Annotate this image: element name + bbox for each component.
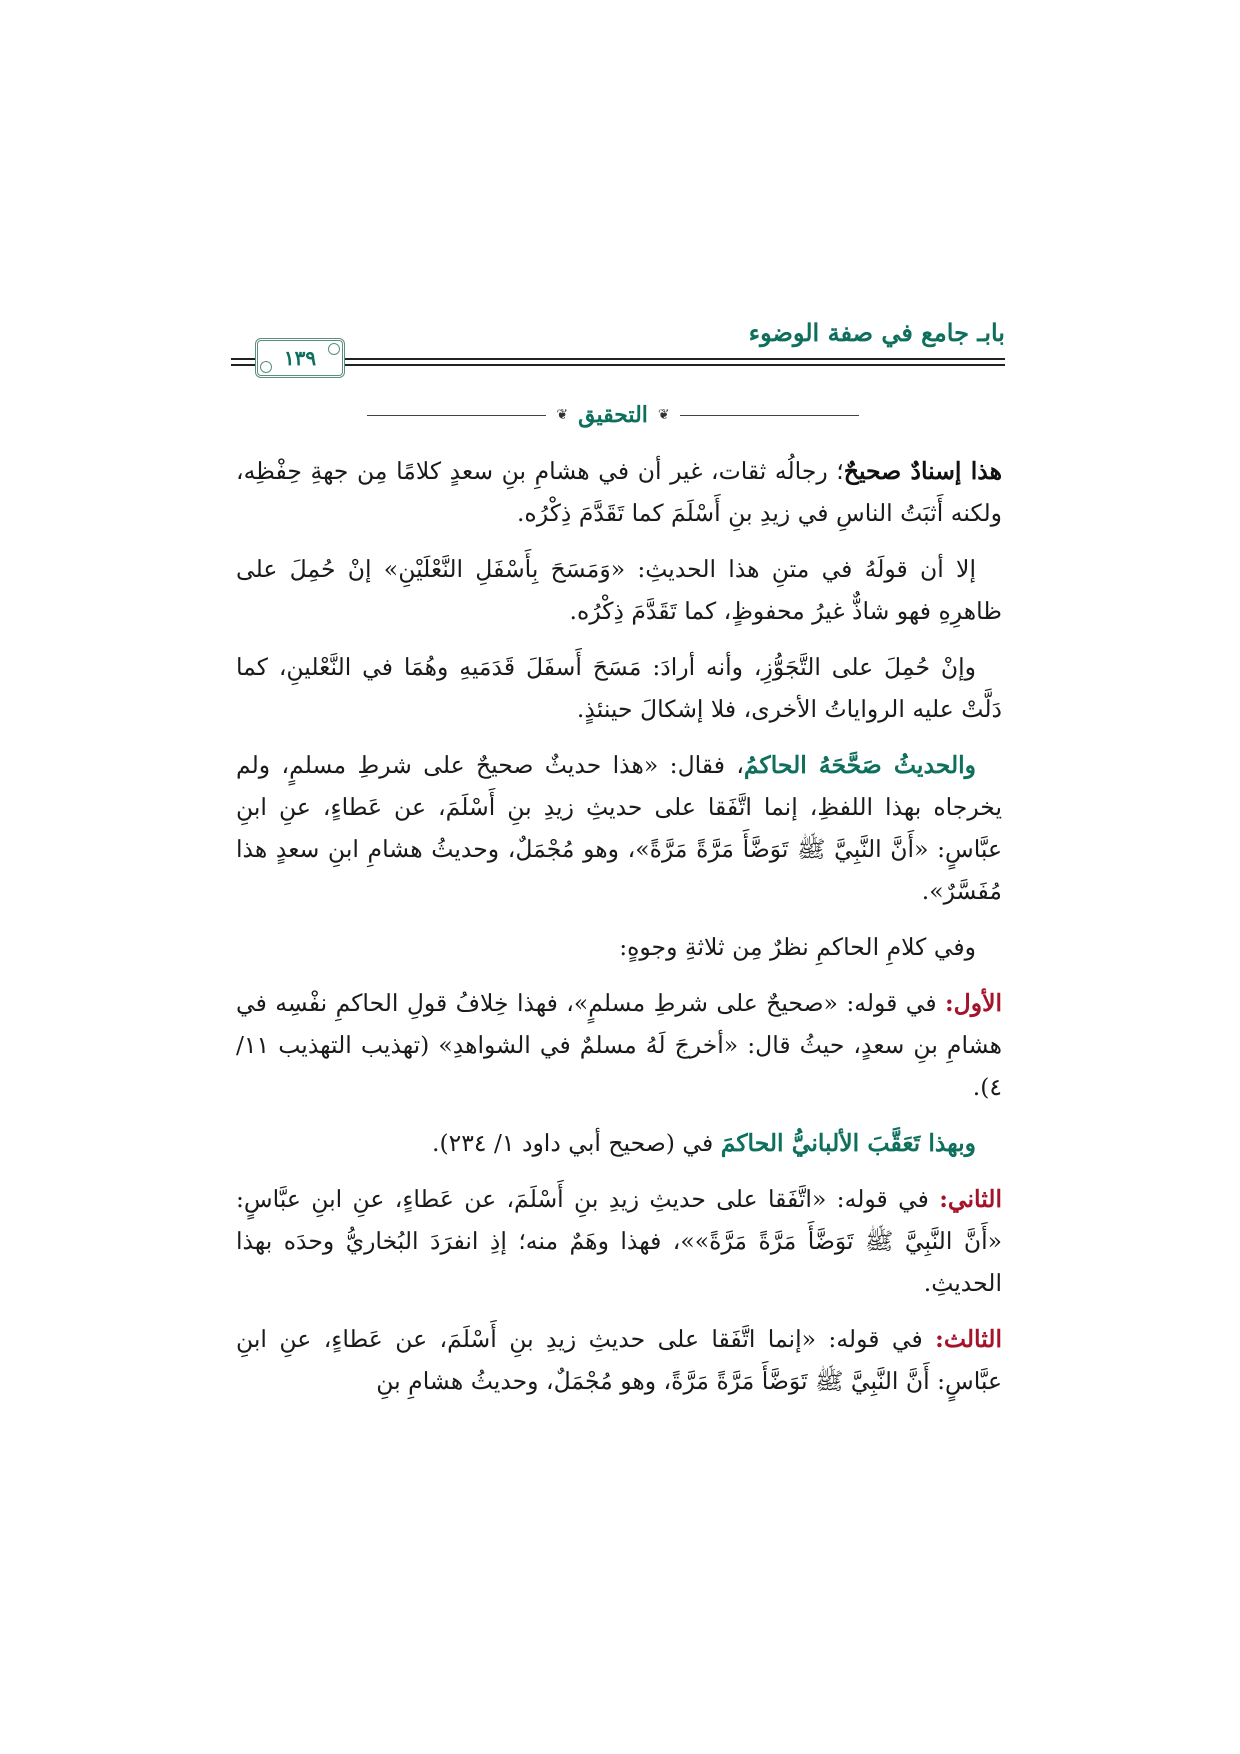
- paragraph-second: [236, 1178, 1002, 1304]
- page-header: [231, 318, 1005, 378]
- paragraph-text: وإنْ حُمِلَ على التَّجَوُّزِ، وأنه أرادَ: مَسَحَ أَسفَلَ قَدَمَيهِ وهُمَا في النَّعْلينِ، كما دَلَّتْ عليه الرواياتُ الأخرى، فلا إشكالَ حينئذٍ.: [236, 653, 1002, 723]
- paragraph-tajawwuz: [236, 646, 1002, 730]
- paragraph-text: في قوله: «إنما اتَّفَقا على حديثِ زيدِ بنِ أَسْلَمَ، عن عَطاءٍ، عنِ ابنِ عبَّاسٍ: أَنَّ النَّبِيَّ ﷺ تَوَضَّأَ مَرَّةً مَرَّةً، وهو مُجْمَلٌ، وحديثُ هشامِ بنِ: [236, 1325, 1002, 1395]
- paragraph-isnad: [236, 450, 1002, 534]
- paragraph-lead: الثالث:: [935, 1325, 1002, 1353]
- paragraph-text: إلا أن قولَهُ في متنِ هذا الحديثِ: «وَمَسَحَ بِأَسْفَلِ النَّعْلَيْنِ» إنْ حُمِلَ على ظاهرِهِ فهو شاذٌّ غيرُ محفوظٍ، كما تَقَدَّمَ ذِكْرُه.: [236, 555, 1002, 625]
- paragraph-first: [236, 982, 1002, 1108]
- paragraph-lead: وبهذا تَعَقَّبَ الألبانيُّ الحاكمَ: [720, 1129, 976, 1157]
- paragraph-albani: [236, 1122, 1002, 1164]
- section-heading: [367, 400, 859, 430]
- paragraph-text: في قوله: «صحيحٌ على شرطِ مسلمٍ»، فهذا خِلافُ قولِ الحاكمِ نفْسِه في هشامِ بنِ سعدٍ، حيثُ قال: «أخرجَ لَهُ مسلمٌ في الشواهدِ» (تهذيب التهذيب ١١/ ٤).: [236, 989, 1002, 1101]
- ornament-line-right: [680, 415, 859, 416]
- paragraph-text: ، فقال: «هذا حديثٌ صحيحٌ على شرطِ مسلمٍ، ولم يخرجاه بهذا اللفظِ، إنما اتَّفَقا على حديثِ زيدِ بنِ أَسْلَمَ، عن عَطاءٍ، عنِ ابنِ عبَّاسٍ: «أَنَّ النَّبِيَّ ﷺ تَوَضَّأَ مَرَّةً مَرَّةً»، وهو مُجْمَلٌ، وحديثُ هشامِ ابنِ سعدٍ هذا مُفَسَّرٌ».: [236, 751, 1002, 905]
- paragraph-hakim: [236, 744, 1002, 912]
- header-divider-line-top: [231, 358, 1005, 360]
- paragraph-lead: هذا إسنادٌ صحيحٌ: [843, 457, 1002, 485]
- paragraph-text: وفي كلامِ الحاكمِ نظرٌ مِن ثلاثةِ وجوهٍ:: [619, 933, 976, 961]
- paragraph-lead: الأول:: [944, 989, 1002, 1017]
- chapter-title: بابـ جامع في صفة الوضوء: [748, 318, 1005, 347]
- paragraph-lead: الثاني:: [939, 1185, 1002, 1213]
- paragraph-matn: [236, 548, 1002, 632]
- header-divider-line-bottom: [231, 364, 1005, 366]
- section-heading-text: التحقيق: [578, 402, 648, 428]
- paragraph-wujuh: [236, 926, 1002, 968]
- page-body: [236, 450, 1002, 1416]
- page-number-badge: [255, 338, 345, 378]
- paragraph-text: ؛ رجالُه ثقات، غير أن في هشامِ بنِ سعدٍ كلامًا مِن جهةِ حِفْظِه، ولكنه أَثبَتُ الناسِ في زيدِ بنِ أَسْلَمَ كما تَقَدَّمَ ذِكْرُه.: [236, 457, 1002, 527]
- paragraph-text: في قوله: «اتَّفَقا على حديثِ زيدِ بنِ أَسْلَمَ، عن عَطاءٍ، عنِ ابنِ عبَّاسٍ: «أَنَّ النَّبِيَّ ﷺ تَوَضَّأَ مَرَّةً مَرَّةً»»، فهذا وهَمٌ منه؛ إذِ انفرَدَ البُخاريُّ وحدَه بهذا الحديثِ.: [236, 1185, 1002, 1297]
- page-number: ١٣٩: [283, 346, 317, 370]
- paragraph-text: في (صحيح أبي داود ١/ ٢٣٤).: [431, 1129, 721, 1157]
- paragraph-lead: والحديثُ صَحَّحَهُ الحاكمُ: [743, 751, 976, 779]
- ornament-left-icon: ❦: [556, 407, 569, 423]
- paragraph-third: [236, 1318, 1002, 1402]
- ornament-line-left: [367, 415, 546, 416]
- ornament-right-icon: ❦: [657, 407, 670, 423]
